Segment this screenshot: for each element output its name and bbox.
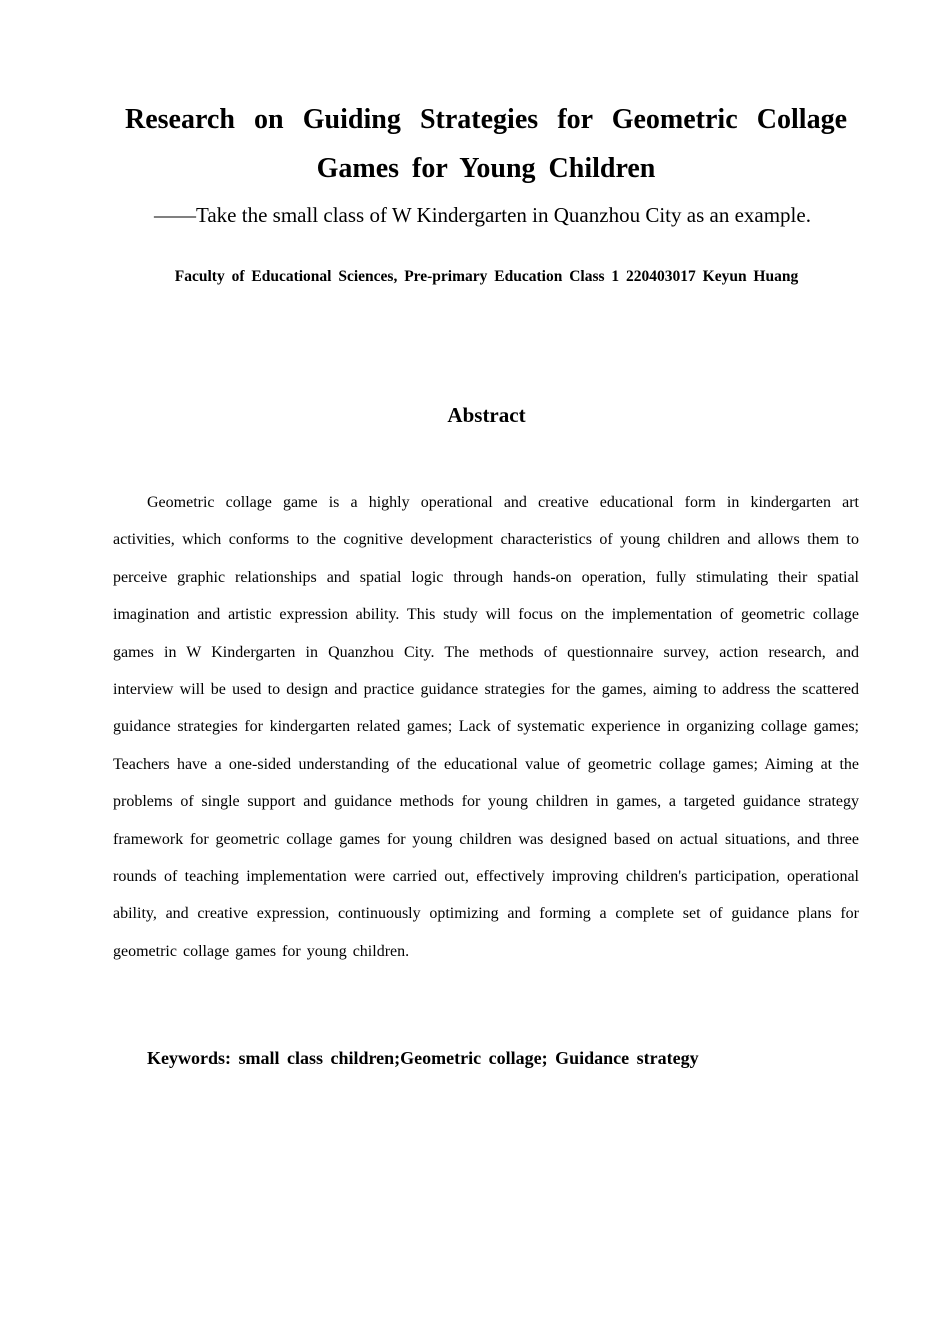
abstract-body: Geometric collage game is a highly operational and creative educational form in kindergarten art activities, which conforms to the cognitive development characteristics of young children and allows them to perceive graphic relationships and spatial logic through hands-on operation, fully stimulating their spatial imagination and artistic expression ability. This study will focus on the implementation of geometric collage games in W Kindergarten in Quanzhou City. The methods of questionnaire survey, action research, and interview will be used to design and practice guidance strategies for the games, aiming to address the scattered guidance strategies for kindergarten related games; Lack of systematic experience in organizing collage games; Teachers have a one-sided understanding of the educational value of geometric collage games; Aiming at the problems of single support and guidance methods for young children in games, a targeted guidance strategy framework for geometric collage games for young children was designed based on actual situations, and three rounds of teaching implementation were carried out, effectively improving children's participation, operational ability, and creative expression, continuously optimizing and forming a complete set of guidance plans for geometric collage games for young children. xyxy=(113,494,859,960)
paper-title: Research on Guiding Strategies for Geometric Collage Games for Young Children xyxy=(125,104,847,184)
author-affiliation: Faculty of Educational Sciences, Pre-primary Education Class 1 220403017 Keyun Huang xyxy=(174,268,799,285)
abstract-heading: Abstract xyxy=(447,403,526,427)
paper-subtitle: ——Take the small class of W Kindergarten in Quanzhou City as an example. xyxy=(154,203,811,227)
keywords-line: Keywords: small class children;Geometric collage; Guidance strategy xyxy=(147,1048,699,1068)
